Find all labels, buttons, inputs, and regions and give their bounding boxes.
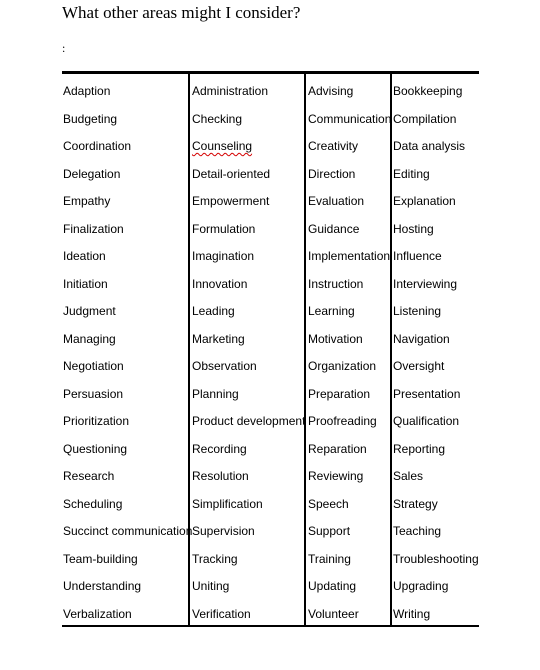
table-cell: Support xyxy=(308,524,351,538)
table-cell: Imagination xyxy=(192,249,255,263)
table-cell: Persuasion xyxy=(63,386,124,401)
table-cell: Creativity xyxy=(308,139,359,153)
table-cell-spellcheck-flagged: Counseling xyxy=(192,139,253,153)
table-cell: Reviewing xyxy=(308,469,364,483)
table-cell: Motivation xyxy=(308,331,363,346)
table-cell: Organization xyxy=(308,359,377,373)
table-cell: Formulation xyxy=(192,221,256,236)
table-cell: Reparation xyxy=(308,441,367,456)
table-cell: Strategy xyxy=(393,496,438,511)
skills-table xyxy=(62,71,479,627)
table-cell: Scheduling xyxy=(63,496,123,511)
table-cell: Guidance xyxy=(308,221,360,236)
table-cell: Ideation xyxy=(63,249,106,263)
table-cell: Detail-oriented xyxy=(192,166,271,181)
column-divider xyxy=(188,74,190,625)
table-cell: Communication xyxy=(308,111,392,126)
table-cell: Checking xyxy=(192,111,243,126)
column-divider xyxy=(304,74,306,625)
table-cell: Finalization xyxy=(63,221,124,236)
table-cell: Prioritization xyxy=(63,414,130,428)
table-cell: Planning xyxy=(192,386,239,401)
table-cell: Writing xyxy=(393,606,431,621)
table-cell: Qualification xyxy=(393,414,460,428)
table-cell: Observation xyxy=(192,359,257,373)
stray-colon: : xyxy=(62,41,66,55)
table-cell: Advising xyxy=(308,84,354,98)
table-cell: Troubleshooting xyxy=(393,551,479,566)
table-cell: Recording xyxy=(192,441,247,456)
table-cell: Marketing xyxy=(192,331,245,346)
table-cell: Judgment xyxy=(63,304,116,318)
table-cell: Interviewing xyxy=(393,276,458,291)
table-cell: Verification xyxy=(192,606,251,621)
table-cell: Instruction xyxy=(308,276,364,291)
table-cell: Implementation xyxy=(308,249,391,263)
table-cell: Managing xyxy=(63,331,116,346)
table-cell: Compilation xyxy=(393,111,457,126)
table-cell: Delegation xyxy=(63,166,121,181)
table-cell: Empowerment xyxy=(192,194,270,208)
table-cell: Tracking xyxy=(192,551,238,566)
table-cell: Adaption xyxy=(63,84,111,98)
table-cell: Simplification xyxy=(192,496,263,511)
table-cell: Succinct communication xyxy=(63,524,193,538)
table-cell: Editing xyxy=(393,166,430,181)
table-cell: Product development xyxy=(192,414,306,428)
table-cell: Preparation xyxy=(308,386,371,401)
table-cell: Hosting xyxy=(393,221,434,236)
table-cell: Listening xyxy=(393,304,442,318)
table-cell: Explanation xyxy=(393,194,456,208)
table-cell: Supervision xyxy=(192,524,255,538)
table-cell: Sales xyxy=(393,469,424,483)
table-cell: Uniting xyxy=(192,579,230,593)
table-cell: Speech xyxy=(308,496,349,511)
table-cell: Proofreading xyxy=(308,414,377,428)
table-cell: Empathy xyxy=(63,194,111,208)
table-cell: Resolution xyxy=(192,469,249,483)
table-cell: Presentation xyxy=(393,386,461,401)
table-cell: Reporting xyxy=(393,441,446,456)
table-cell: Data analysis xyxy=(393,139,466,153)
table-cell: Budgeting xyxy=(63,111,118,126)
page-heading: What other areas might I consider? xyxy=(62,3,301,22)
table-cell: Volunteer xyxy=(308,606,359,621)
table-cell: Initiation xyxy=(63,276,108,291)
table-cell: Understanding xyxy=(63,579,142,593)
table-cell: Learning xyxy=(308,304,355,318)
table-cell: Questioning xyxy=(63,441,128,456)
table-cell: Updating xyxy=(308,579,357,593)
table-cell: Research xyxy=(63,469,115,483)
table-cell: Bookkeeping xyxy=(393,84,463,98)
table-cell: Coordination xyxy=(63,139,132,153)
table-cell: Administration xyxy=(192,84,269,98)
table-cell: Upgrading xyxy=(393,579,449,593)
table-cell: Negotiation xyxy=(63,359,124,373)
table-cell: Training xyxy=(308,551,351,566)
table-cell: Evaluation xyxy=(308,194,365,208)
table-cell: Direction xyxy=(308,166,356,181)
column-divider xyxy=(390,74,392,625)
table-cell: Navigation xyxy=(393,331,450,346)
table-cell: Verbalization xyxy=(63,606,132,621)
table-cell: Team-building xyxy=(63,551,138,566)
table-cell: Innovation xyxy=(192,276,248,291)
table-cell: Oversight xyxy=(393,359,445,373)
table-cell: Leading xyxy=(192,304,235,318)
table-cell: Teaching xyxy=(393,524,442,538)
table-cell: Influence xyxy=(393,249,442,263)
